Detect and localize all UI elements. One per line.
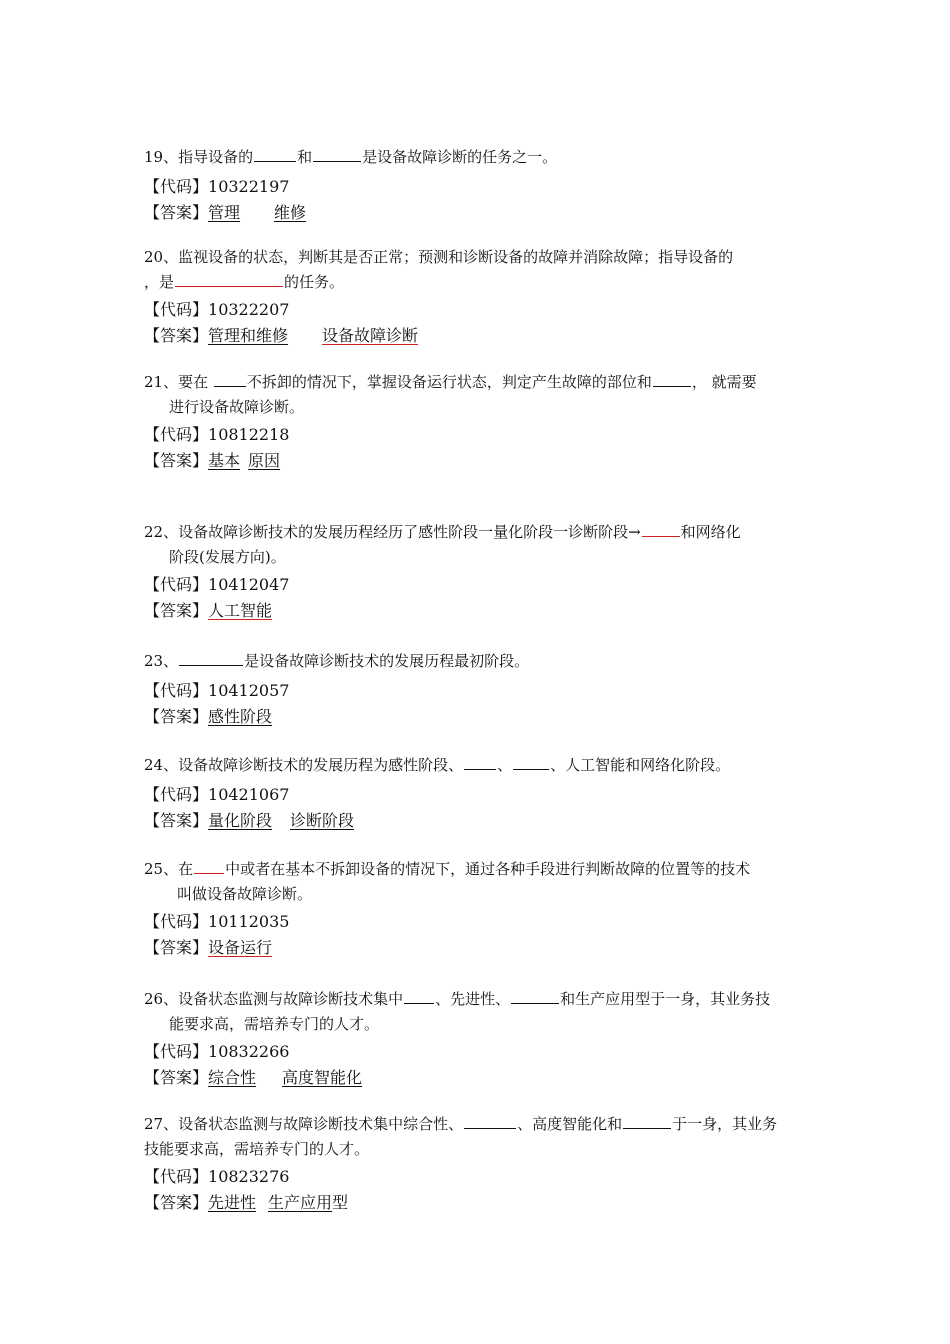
fill-blank xyxy=(513,755,549,770)
question-text: 23、 是设备故障诊断技术的发展历程最初阶段。 xyxy=(144,652,530,670)
answer-value: 维修 xyxy=(274,203,307,222)
fill-blank xyxy=(254,147,296,162)
question-27 xyxy=(144,1112,810,1216)
answer-value: 基本 xyxy=(208,451,241,470)
fill-blank xyxy=(175,272,283,287)
answer-value: 管理 xyxy=(208,203,241,222)
question-code: 10112035 xyxy=(208,912,290,931)
code-line: 【代码】10322207 xyxy=(144,300,290,319)
answer-value: 设备故障诊断 xyxy=(322,326,419,345)
question-code: 10812218 xyxy=(208,425,290,444)
question-code: 10823276 xyxy=(208,1167,290,1186)
question-24 xyxy=(144,753,810,834)
code-line: 【代码】10322197 xyxy=(144,177,290,196)
fill-blank xyxy=(623,1114,671,1129)
fill-blank xyxy=(313,147,361,162)
question-text: 26、设备状态监测与故障诊断技术集中 、先进性、 和生产应用型于一身，其业务技 xyxy=(144,990,771,1008)
answer-value: 管理和维修 xyxy=(208,326,289,345)
answer-line: 【答案】量化阶段 诊断阶段 xyxy=(144,811,355,830)
answer-value: 原因 xyxy=(248,451,281,470)
answer-line: 【答案】综合性 高度智能化 xyxy=(144,1068,363,1087)
question-code: 10832266 xyxy=(208,1042,290,1061)
question-text: 19、指导设备的 和 是设备故障诊断的任务之一。 xyxy=(144,148,558,166)
answer-value: 先进性 xyxy=(208,1193,257,1212)
question-26 xyxy=(144,987,810,1091)
question-code: 10421067 xyxy=(208,785,290,804)
question-code: 10322207 xyxy=(208,300,290,319)
question-25 xyxy=(144,857,810,961)
fill-blank xyxy=(464,755,496,770)
question-22 xyxy=(144,520,810,624)
code-line: 【代码】10832266 xyxy=(144,1042,290,1061)
answer-value: 量化阶段 xyxy=(208,811,273,830)
question-23 xyxy=(144,649,810,730)
answer-line: 【答案】基本 原因 xyxy=(144,451,281,470)
question-text: 技能要求高，需培养专门的人才。 xyxy=(144,1140,370,1158)
question-20 xyxy=(144,245,810,349)
arrow-icon: → xyxy=(628,523,641,541)
fill-blank xyxy=(194,859,224,874)
answer-line: 【答案】设备运行 xyxy=(144,938,273,957)
code-line: 【代码】10412047 xyxy=(144,575,290,594)
answer-value: 生产应用 xyxy=(268,1193,333,1212)
question-text: 25、在 中或者在基本不拆卸设备的情况下，通过各种手段进行判断故障的位置等的技术 xyxy=(144,860,751,878)
code-line: 【代码】10112035 xyxy=(144,912,290,931)
answer-value: 设备运行 xyxy=(208,938,273,957)
question-code: 10412047 xyxy=(208,575,290,594)
fill-blank xyxy=(404,989,434,1004)
question-text: 20、监视设备的状态，判断其是否正常；预测和诊断设备的故障并消除故障；指导设备的 xyxy=(144,248,734,266)
code-line: 【代码】10812218 xyxy=(144,425,290,444)
answer-value: 型 xyxy=(332,1193,349,1212)
question-text: ，是 的任务。 xyxy=(144,273,345,291)
question-text: 22、设备故障诊断技术的发展历程经历了感性阶段一量化阶段一诊断阶段→ 和网络化 xyxy=(144,523,741,541)
fill-blank xyxy=(653,372,691,387)
question-19 xyxy=(144,145,810,226)
answer-line: 【答案】管理 维修 xyxy=(144,203,307,222)
answer-value: 综合性 xyxy=(208,1068,257,1087)
question-text: 27、设备状态监测与故障诊断技术集中综合性、 、高度智能化和 于一身，其业务 xyxy=(144,1115,778,1133)
fill-blank xyxy=(214,372,246,387)
question-text: 21、要在 不拆卸的情况下，掌握设备运行状态，判定产生故障的部位和 ， 就需要 xyxy=(144,373,757,391)
question-text: 叫做设备故障诊断。 xyxy=(177,885,313,903)
code-line: 【代码】10412057 xyxy=(144,681,290,700)
answer-value: 诊断阶段 xyxy=(290,811,355,830)
answer-value: 感性阶段 xyxy=(208,707,273,726)
answer-line: 【答案】先进性 生产应用型 xyxy=(144,1193,349,1212)
question-text: 进行设备故障诊断。 xyxy=(169,398,305,416)
fill-blank xyxy=(642,522,680,537)
question-text: 能要求高，需培养专门的人才。 xyxy=(169,1015,380,1033)
answer-value: 高度智能化 xyxy=(282,1068,363,1087)
fill-blank xyxy=(511,989,559,1004)
fill-blank xyxy=(179,651,243,666)
question-code: 10412057 xyxy=(208,681,290,700)
answer-line: 【答案】感性阶段 xyxy=(144,707,273,726)
question-code: 10322197 xyxy=(208,177,290,196)
code-line: 【代码】10823276 xyxy=(144,1167,290,1186)
answer-line: 【答案】管理和维修 设备故障诊断 xyxy=(144,326,419,345)
answer-line: 【答案】人工智能 xyxy=(144,601,273,620)
fill-blank xyxy=(464,1114,516,1129)
question-text: 24、设备故障诊断技术的发展历程为感性阶段、 、 、人工智能和网络化阶段。 xyxy=(144,756,731,774)
code-line: 【代码】10421067 xyxy=(144,785,290,804)
answer-value: 人工智能 xyxy=(208,601,273,620)
question-21 xyxy=(144,370,810,474)
question-text: 阶段(发展方向)。 xyxy=(169,548,286,566)
